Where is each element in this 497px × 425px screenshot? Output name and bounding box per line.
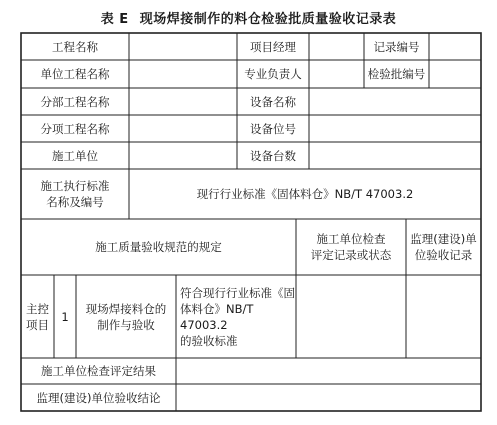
label-equipment-position: 设备位号 xyxy=(250,121,296,136)
field-construction-unit[interactable] xyxy=(129,142,237,169)
field-supervision-check[interactable] xyxy=(406,275,481,358)
label-construction-result: 施工单位检查评定结果 xyxy=(41,364,156,378)
label-equipment-count: 设备台数 xyxy=(250,148,296,163)
field-equipment-name[interactable] xyxy=(309,88,481,115)
label-record-no: 记录编号 xyxy=(373,39,420,54)
main-control-item: 现场焊接料仓的 制作与验收 xyxy=(85,301,167,332)
label-project-name: 工程名称 xyxy=(52,39,98,54)
main-control-requirement: 符合现行行业标准《固 体料仓》NB/T 47003.2 的验收标准 xyxy=(180,285,295,348)
field-supervision-conclusion[interactable] xyxy=(176,384,481,411)
label-specialist: 专业负责人 xyxy=(244,67,302,81)
field-project-name[interactable] xyxy=(129,33,237,60)
field-batch-no[interactable] xyxy=(429,60,481,88)
label-project-manager: 项目经理 xyxy=(250,39,296,54)
header-supervision-check: 监理(建设)单 位验收记录 xyxy=(410,232,477,262)
field-subsection-project[interactable] xyxy=(129,88,237,115)
table-label: 表 E xyxy=(100,12,129,27)
main-control-category: 主控 项目 xyxy=(26,301,49,332)
label-unit-project: 单位工程名称 xyxy=(40,67,110,81)
field-project-manager[interactable] xyxy=(309,33,364,60)
field-construction-result[interactable] xyxy=(176,358,481,384)
header-construction-check: 施工单位检查 评定记录或状态 xyxy=(310,232,392,262)
label-batch-no: 检验批编号 xyxy=(367,67,426,81)
label-construction-unit: 施工单位 xyxy=(52,148,98,163)
label-supervision-conclusion: 监理(建设)单位验收结论 xyxy=(36,390,161,405)
field-equipment-position[interactable] xyxy=(309,115,481,142)
label-equipment-name: 设备名称 xyxy=(250,94,296,109)
header-spec: 施工质量验收规范的规定 xyxy=(95,240,222,254)
main-control-index: 1 xyxy=(61,309,69,324)
field-record-no[interactable] xyxy=(429,33,481,60)
field-equipment-count[interactable] xyxy=(309,142,481,169)
label-subsection-project: 分部工程名称 xyxy=(40,94,110,109)
standard-value: 现行行业标准《固体料仓》NB/T 47003.2 xyxy=(196,187,414,201)
field-specialist[interactable] xyxy=(309,60,364,88)
table-title-text: 现场焊接制作的料仓检验批质量验收记录表 xyxy=(139,12,397,27)
field-unit-project[interactable] xyxy=(129,60,237,88)
label-subitem-project: 分项工程名称 xyxy=(40,121,110,136)
label-standard: 施工执行标准 名称及编号 xyxy=(40,179,110,209)
field-subitem-project[interactable] xyxy=(129,115,237,142)
field-construction-check[interactable] xyxy=(296,275,406,358)
